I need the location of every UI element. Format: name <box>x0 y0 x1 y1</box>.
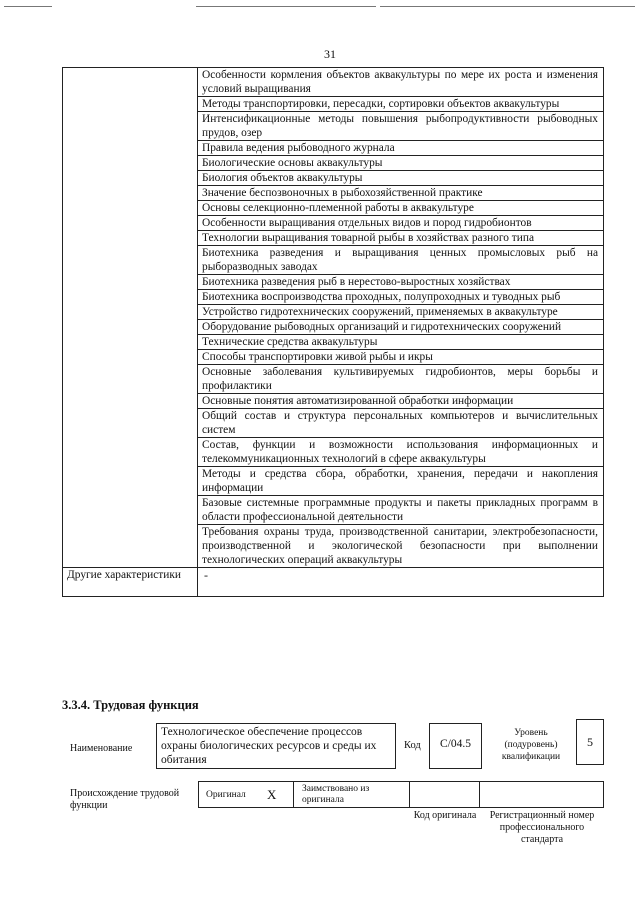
knowledge-item: Оборудование рыбоводных организаций и гидротехнических сооружений <box>198 320 603 335</box>
name-value-box <box>156 723 396 769</box>
level-label: Уровень (подуровень) квалификации <box>501 728 561 762</box>
other-value-cell <box>198 568 604 597</box>
code-label: Код <box>404 740 421 751</box>
knowledge-item: Биотехника воспроизводства проходных, полупроходных и туводных рыб <box>198 290 603 305</box>
label-cell-empty <box>63 68 198 568</box>
knowledge-item: Биологические основы аквакультуры <box>198 156 603 171</box>
knowledge-item: Технические средства аквакультуры <box>198 335 603 350</box>
knowledge-item: Состав, функции и возможности использования информационных и телекоммуникационных технологий в сфере аквакультуры <box>198 438 603 467</box>
knowledge-item: Биотехника разведения и выращивания ценных промысловых рыб на рыборазводных заводах <box>198 246 603 275</box>
page-number: 31 <box>324 47 336 61</box>
knowledge-item: Правила ведения рыбоводного журнала <box>198 141 603 156</box>
knowledge-item: Технологии выращивания товарной рыбы в хозяйствах разного типа <box>198 231 603 246</box>
knowledge-item: Базовые системные программные продукты и пакеты прикладных программ в области профессиональной деятельности <box>198 496 603 525</box>
reg-number-box <box>479 781 604 808</box>
knowledge-item: Методы транспортировки, пересадки, сортировки объектов аквакультуры <box>198 97 603 112</box>
knowledge-item: Устройство гидротехнических сооружений, применяемых в аквакультуре <box>198 305 603 320</box>
reg-caption: Регистрационный номер профессионального стандарта <box>489 810 595 845</box>
knowledge-item: Биология объектов аквакультуры <box>198 171 603 186</box>
knowledge-item: Биотехника разведения рыб в нерестово-выростных хозяйствах <box>198 275 603 290</box>
knowledge-item: Основы селекционно-племенной работы в аквакультуре <box>198 201 603 216</box>
borrowed-box <box>293 781 410 808</box>
knowledge-row <box>63 68 604 568</box>
knowledge-item: Значение беспозвоночных в рыбохозяйственной практике <box>198 186 603 201</box>
scan-top-line <box>0 6 640 10</box>
knowledge-list <box>198 68 603 567</box>
knowledge-item: Особенности выращивания отдельных видов и пород гидробионтов <box>198 216 603 231</box>
knowledge-item: Требования охраны труда, производственной санитарии, электробезопасности, производственной и экологической безопасности при выполнении технологических операций аквакультуры <box>202 526 598 566</box>
knowledge-item: Основные понятия автоматизированной обработки информации <box>198 394 603 409</box>
name-value: Технологическое обеспечение процессов охраны биологических ресурсов и среды их обитания <box>161 726 377 766</box>
name-label: Наименование <box>70 743 133 754</box>
level-value-box <box>576 719 604 765</box>
other-row <box>63 568 604 597</box>
section-title: 3.3.4. Трудовая функция <box>62 698 199 712</box>
knowledge-cell <box>198 68 604 568</box>
borrowed-label: Заимствовано из оригинала <box>302 784 370 805</box>
knowledge-table <box>62 67 604 597</box>
other-value: - <box>204 568 208 582</box>
knowledge-item: Особенности кормления объектов аквакультуры по мере их роста и изменения условий выращивания <box>198 68 603 97</box>
code-caption: Код оригинала <box>413 810 477 821</box>
knowledge-item: Методы и средства сбора, обработки, хранения, передачи и накопления информации <box>198 467 603 496</box>
other-label: Другие характеристики <box>67 569 182 581</box>
original-mark: X <box>267 787 277 802</box>
level-value: 5 <box>587 735 593 749</box>
code-value-box <box>429 723 482 769</box>
knowledge-item: Общий состав и структура персональных компьютеров и вычислительных систем <box>198 409 603 438</box>
origin-label: Происхождение трудовой функции <box>70 788 180 811</box>
code-value: C/04.5 <box>440 738 471 750</box>
knowledge-item: Способы транспортировки живой рыбы и икры <box>198 350 603 365</box>
knowledge-item: Основные заболевания культивируемых гидробионтов, меры борьбы и профилактики <box>198 365 603 394</box>
original-label: Оригинал <box>206 790 246 800</box>
original-box <box>198 781 294 808</box>
original-code-box <box>409 781 480 808</box>
other-label-cell <box>63 568 198 597</box>
knowledge-item: Интенсификационные методы повышения рыбопродуктивности рыбоводных прудов, озер <box>198 112 603 141</box>
